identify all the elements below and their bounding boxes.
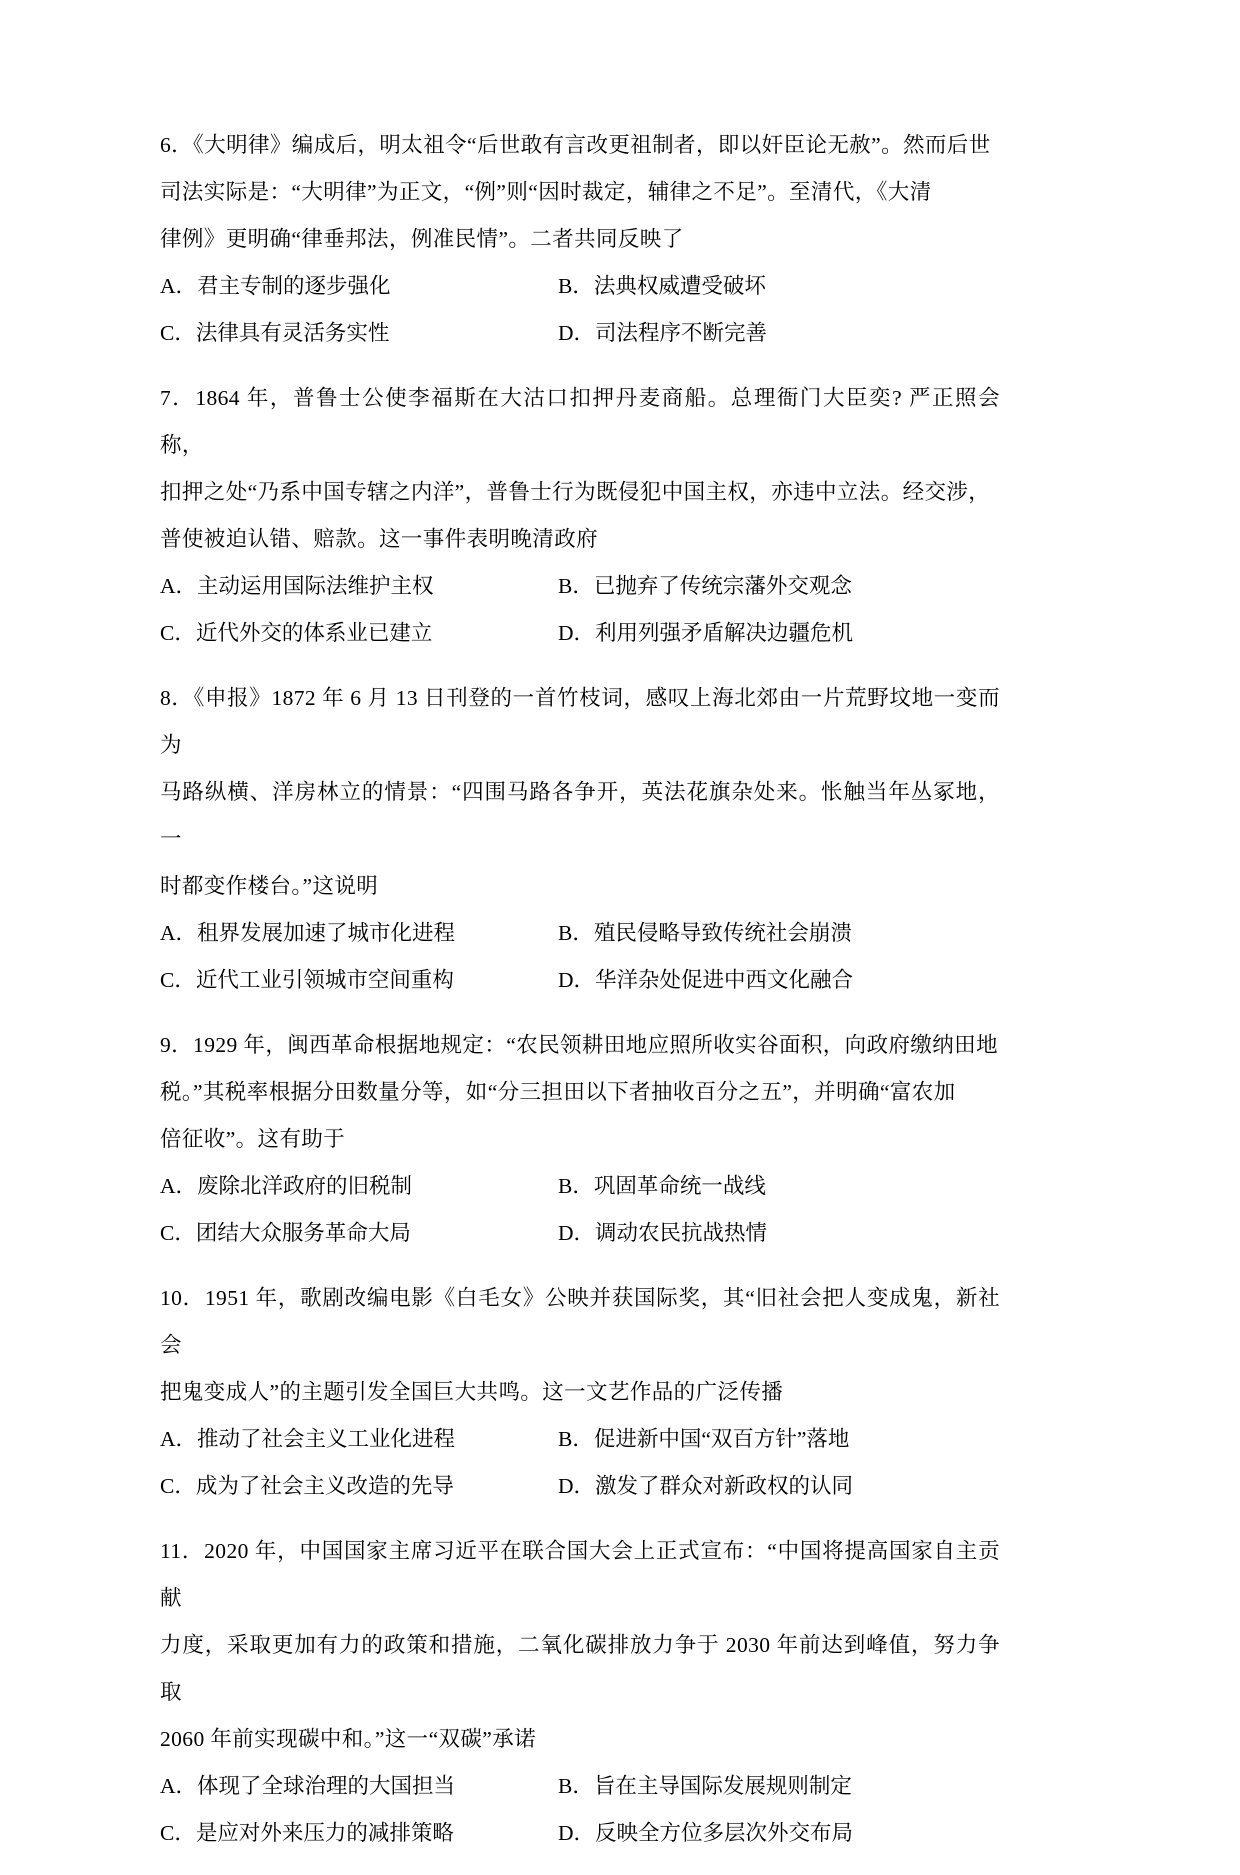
question-stem-continuation: 马路纵横、洋房林立的情景：“四围马路各争开，英法花旗杂处来。怅触当年丛冢地，一 [160,780,1000,851]
option-text: 激发了群众对新政权的认同 [595,1474,854,1498]
option-row [160,1763,1000,1810]
option-letter: B． [558,274,594,298]
option-text: 团结大众服务革命大局 [195,1221,411,1245]
option-row [160,1163,1000,1210]
option-row [160,1416,1000,1463]
option-row [160,263,1000,310]
question-block [160,1275,1000,1522]
question-stem-continuation: 普使被迫认错、赔款。这一事件表明晚清政府 [160,527,599,551]
answer-option[interactable] [558,610,1000,657]
answer-option[interactable] [160,563,558,610]
option-letter: C． [160,968,196,992]
option-letter: A． [160,1174,198,1198]
answer-option[interactable] [160,263,558,310]
option-row [160,1810,1000,1857]
answer-option[interactable] [558,1810,1000,1857]
answer-option[interactable] [160,610,558,657]
question-block [160,675,1000,1016]
option-letter: B． [558,1427,594,1451]
option-group [160,1763,1000,1857]
question-stem-continuation: 律例》更明确“律垂邦法，例准民情”。二者共同反映了 [160,227,684,251]
option-text: 成为了社会主义改造的先导 [195,1474,454,1498]
option-letter: D． [558,621,596,645]
option-letter: C． [160,1474,196,1498]
question-block [160,1528,1000,1869]
option-letter: C． [160,321,196,345]
option-group [160,910,1000,1004]
option-letter: B． [558,574,594,598]
option-text: 殖民侵略导致传统社会崩溃 [593,921,852,945]
question-list [160,122,1000,1875]
answer-option[interactable] [160,310,558,357]
answer-option[interactable] [558,1416,1000,1463]
option-group [160,1416,1000,1510]
option-text: 巩固革命统一战线 [593,1174,766,1198]
question-spacer [160,1004,1000,1016]
option-group [160,563,1000,657]
question-spacer [160,657,1000,669]
question-stem-continuation: 倍征收”。这有助于 [160,1127,346,1151]
option-text: 法律具有灵活务实性 [195,321,390,345]
question-spacer [160,357,1000,369]
option-row [160,563,1000,610]
answer-option[interactable] [160,957,558,1004]
option-letter: C． [160,1821,196,1845]
option-text: 促进新中国“双百方针”落地 [593,1427,850,1451]
option-letter: A． [160,1774,198,1798]
question-stem-line: 10．1951 年，歌剧改编电影《白毛女》公映并获国际奖，其“旧社会把人变成鬼，新社会 [160,1286,1000,1357]
answer-option[interactable] [160,1416,558,1463]
option-letter: C． [160,621,196,645]
answer-option[interactable] [160,1463,558,1510]
answer-option[interactable] [558,910,1000,957]
answer-option[interactable] [160,1810,558,1857]
option-letter: A． [160,574,198,598]
answer-option[interactable] [160,1163,558,1210]
option-row [160,310,1000,357]
answer-option[interactable] [558,1463,1000,1510]
question-spacer [160,1510,1000,1522]
question-stem-continuation: 税。”其税率根据分田数量分等，如“分三担田以下者抽收百分之五”，并明确“富农加 [160,1080,956,1104]
option-letter: C． [160,1221,196,1245]
option-text: 君主专制的逐步强化 [197,274,391,298]
option-letter: B． [558,1774,594,1798]
option-text: 旨在主导国际发展规则制定 [593,1774,852,1798]
question-stem-continuation: 扣押之处“乃系中国专辖之内洋”，普鲁士行为既侵犯中国主权，亦违中立法。经交涉， [160,480,991,504]
option-letter: D． [558,321,596,345]
option-letter: A． [160,921,198,945]
question-block [160,1022,1000,1269]
question-stem-continuation: 力度，采取更加有力的政策和措施，二氧化碳排放力争于 2030 年前达到峰值，努力争取 [160,1633,1000,1704]
option-group [160,263,1000,357]
option-text: 主动运用国际法维护主权 [197,574,434,598]
option-row [160,1463,1000,1510]
option-text: 是应对外来压力的减排策略 [195,1821,454,1845]
option-text: 反映全方位多层次外交布局 [595,1821,854,1845]
answer-option[interactable] [558,1763,1000,1810]
question-stem-line: 7．1864 年，普鲁士公使李福斯在大沽口扣押丹麦商船。总理衙门大臣奕? 严正照会称， [160,386,1000,457]
question-stem-line: 9．1929 年，闽西革命根据地规定：“农民领耕田地应照所收实谷面积，向政府缴纳田地 [160,1033,998,1057]
answer-option[interactable] [558,957,1000,1004]
answer-option[interactable] [160,1210,558,1257]
option-letter: B． [558,1174,594,1198]
answer-option[interactable] [558,263,1000,310]
answer-option[interactable] [558,563,1000,610]
option-text: 近代工业引领城市空间重构 [195,968,454,992]
option-text: 利用列强矛盾解决边疆危机 [595,621,854,645]
question-stem-line: 6．《大明律》编成后，明太祖令“后世敢有言改更祖制者，即以奸臣论无赦”。然而后世 [160,133,991,157]
option-letter: A． [160,274,198,298]
option-text: 华洋杂处促进中西文化融合 [595,968,854,992]
answer-option[interactable] [558,1163,1000,1210]
option-row [160,610,1000,657]
question-stem-continuation: 时都变作楼台。”这说明 [160,874,379,898]
option-row [160,910,1000,957]
option-text: 租界发展加速了城市化进程 [197,921,456,945]
question-stem-continuation: 司法实际是：“大明律”为正文，“例”则“因时裁定，辅律之不足”。至清代，《大清 [160,180,932,204]
option-text: 已抛弃了传统宗藩外交观念 [593,574,852,598]
answer-option[interactable] [160,910,558,957]
option-letter: D． [558,968,596,992]
question-stem-line: 11．2020 年，中国国家主席习近平在联合国大会上正式宣布：“中国将提高国家自主贡献 [160,1539,1000,1610]
option-text: 体现了全球治理的大国担当 [197,1774,456,1798]
question-stem-line: 8．《申报》1872 年 6 月 13 日刊登的一首竹枝词，感叹上海北郊由一片荒野坟地一变而为 [160,686,1000,757]
option-text: 司法程序不断完善 [595,321,768,345]
question-spacer [160,1257,1000,1269]
answer-option[interactable] [160,1763,558,1810]
answer-option[interactable] [558,1210,1000,1257]
question-spacer [160,1857,1000,1869]
question-block [160,375,1000,669]
question-block [160,122,1000,369]
option-letter: D． [558,1821,596,1845]
option-letter: A． [160,1427,198,1451]
option-text: 废除北洋政府的旧税制 [197,1174,413,1198]
option-row [160,1210,1000,1257]
option-letter: D． [558,1474,596,1498]
option-letter: D． [558,1221,596,1245]
option-row [160,957,1000,1004]
option-text: 推动了社会主义工业化进程 [197,1427,456,1451]
option-group [160,1163,1000,1257]
question-stem-continuation: 把鬼变成人”的主题引发全国巨大共鸣。这一文艺作品的广泛传播 [160,1380,784,1404]
answer-option[interactable] [558,310,1000,357]
option-text: 调动农民抗战热情 [595,1221,768,1245]
option-text: 近代外交的体系业已建立 [195,621,433,645]
option-text: 法典权威遭受破坏 [593,274,766,298]
question-stem-continuation: 2060 年前实现碳中和。”这一“双碳”承诺 [160,1727,537,1751]
option-letter: B． [558,921,594,945]
